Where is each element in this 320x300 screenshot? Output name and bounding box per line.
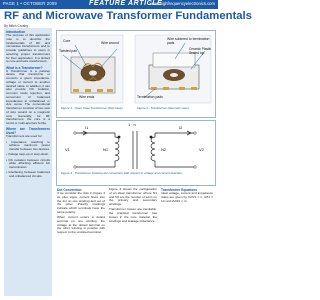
figure-3-box [56,120,216,186]
heading-what-is: What is a Transformer? [6,65,43,70]
figure-1-box [56,30,216,118]
figure-2-caption: Figure 2 · Transformer (Hermetic case). [137,106,190,110]
turns-n2-label: N2 [161,147,167,152]
turns-n1-label: N1 [103,147,109,152]
bullet-item: • Voltage step-up or step-down. [6,152,50,157]
wire-soldered-label: Wire soldered to termination pads [167,37,210,45]
column-3 [109,188,157,225]
figure-3-caption: Figure 3 · Transformer showing dot convention with respect to voltage and current direction. [61,171,183,175]
bullet-item: • Interfacing between balanced and unbalanced circuits. [6,170,50,178]
intro-paragraph: The purpose of this application note is to describe the fundamentals of RF and microwave transformers and to provide guidelines to users in selecting proper transformers for their application. It is limited to core-and-wire transformers. [6,33,50,64]
byline: By Mitch Crosby [4,24,28,28]
header-bar [0,0,218,9]
current-i2-label: I2 [179,125,183,130]
ceramic-top-label: Ceramic Plastic Sealed top [189,47,212,55]
col3-paragraph-1: Figure 3 shows the configuration of an ideal transformer where N1 and N2 are the number of turns on the primary and secondary windings. [109,187,157,206]
heading-dot-convention: Dot Convention [57,188,82,192]
section-label: FEATURE ARTICLE [89,0,163,7]
bullet-item: • DC isolation between circuits while affording efficient AC transmission. [6,157,50,169]
column-4 [161,188,213,205]
figure-1-caption: Figure 1 · Open Case Transformer (Flat Case). [61,106,124,110]
col4-paragraph-2: Ideal voltage, current and impedance ratios are given by V2/V1 = n, I2/I1 = 1/n and Z2/Z1 = n². [161,191,213,203]
wire-ends-label: Wire ends [79,95,95,99]
column-2 [57,188,105,236]
issue-label: PAGE 1 • OCTOBER 2009 [3,1,57,6]
what-is-paragraph: A Transformer is a passive device that transforms or converts a given impedance, voltage or current to another desired value. In addition, it can also provide DC isolation, common mode rejection, and conversion of balanced impedances to unbalanced or vice versa. The conventional transformer consists of two sets of wire wound on a magnetic core. Generally, for RF transformers, the core is a toroid or multi-aperture ferrite. [6,68,50,125]
termination-pads-label: Termination pads [137,95,163,99]
dot-paragraph-1: If we consider the dots in Figure 3 as plus signs, current flows into the dot on one winding and out of the other. Polarity markings indicate which terminals have the same polarity. [57,191,105,214]
wire-wound-label: Wire wound [101,41,119,45]
twisted-pair-label: Twisted pair [59,49,78,53]
article-title: RF and Microwave Transformer Fundamentals [4,10,252,22]
column-1 [6,30,50,180]
bullet-item: • Impedance matching to achieve maximum power transfer between two devices. [6,139,50,151]
core-label: Core [63,39,71,43]
current-i1-label: I1 [85,125,89,130]
heading-where-used: Where are Transformers Used? [6,127,50,136]
voltage-v1-label: V1 [65,147,70,152]
col3-paragraph-3: Transformer losses are inevitable: the practical transformer has losses in the core material, the windings and leakage inductance. [109,207,157,223]
heading-equations: Transformer Equations [161,188,198,192]
heading-introduction: Introduction [6,30,26,34]
dot-paragraph-2: When current enters a dotted terminal on one winding, the voltage at the dotted terminal on the other winding is positive with respect to the undotted terminal. [57,215,105,234]
uses-intro: Transformers are used for: [6,134,43,139]
site-label: www.highfrequencyelectronics.com [149,1,215,6]
voltage-v2-label: V2 [199,147,204,152]
turns-ratio-label: 1 : n [128,122,136,127]
